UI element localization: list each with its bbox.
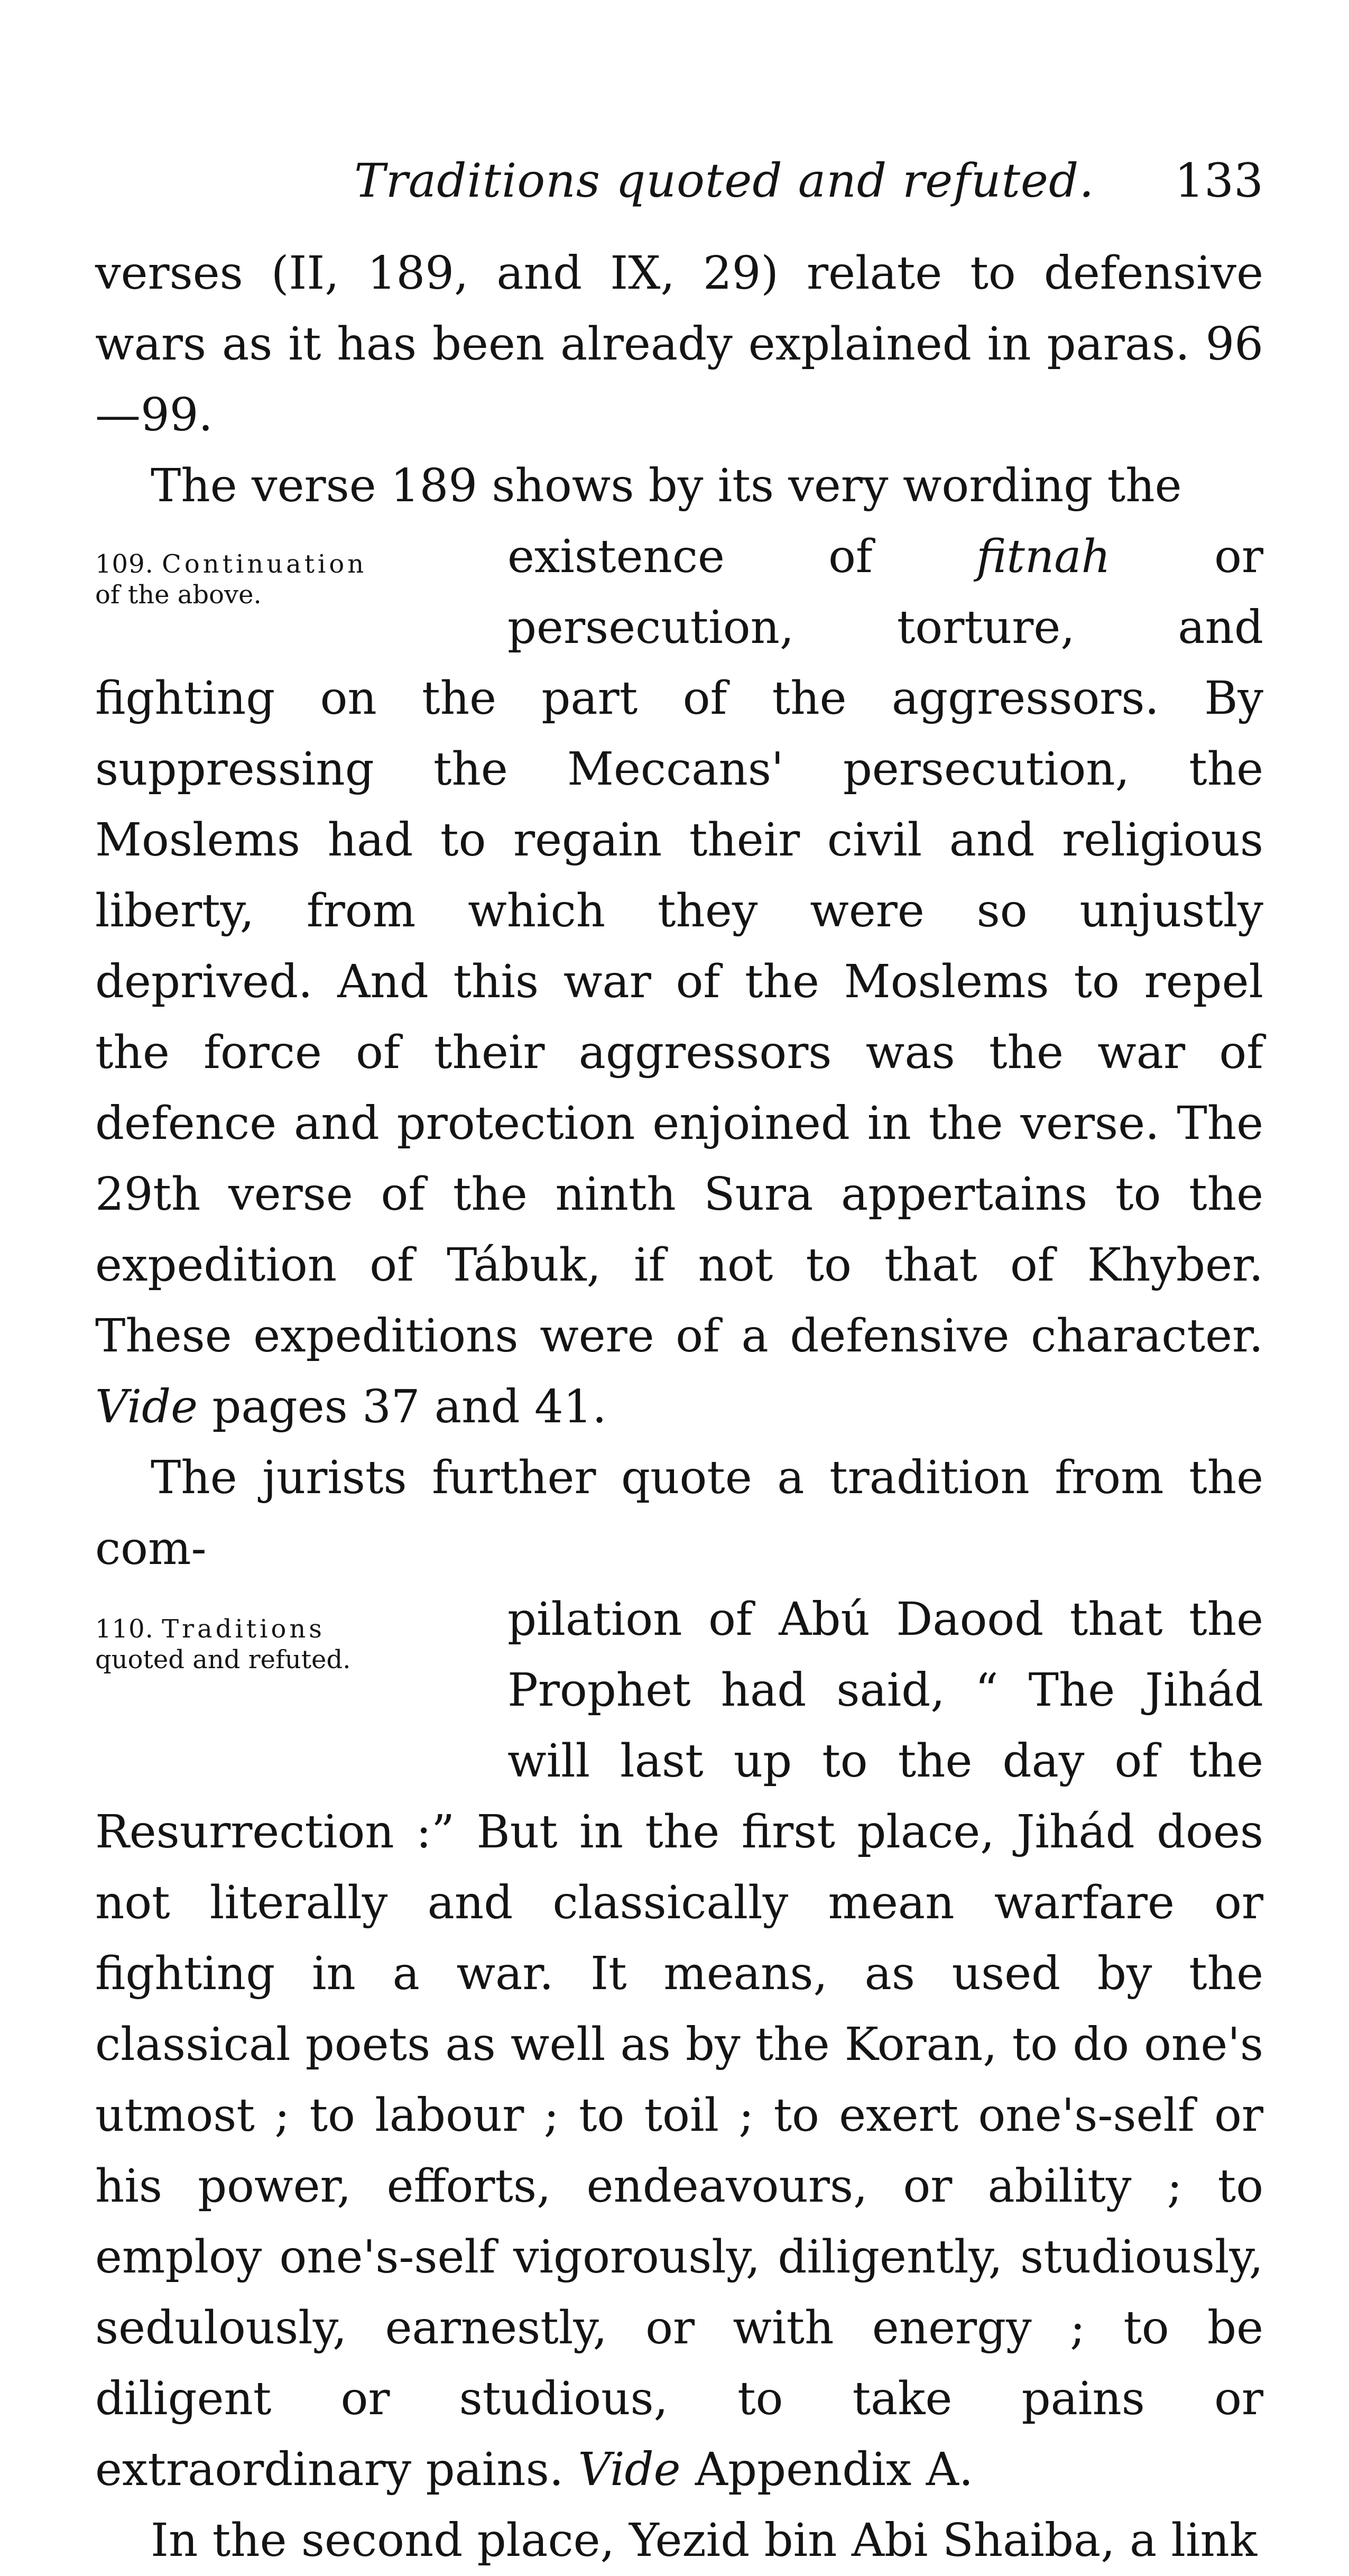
vide-label: Vide	[578, 2443, 681, 2496]
sidenote-text: of the above.	[95, 580, 262, 610]
sidenote-109	[95, 549, 497, 663]
sidenote-text: quoted and refuted.	[95, 1645, 351, 1675]
page-body	[95, 238, 1263, 2576]
sidenote-number: 109.	[95, 549, 154, 579]
paragraph-text: pages 37 and 41.	[198, 1381, 607, 1433]
sidenote-heading: Continuation	[162, 549, 367, 579]
paragraph-verse-189	[95, 450, 1263, 1442]
paragraph-jurists	[95, 1442, 1263, 2505]
paragraph-continued: verses (II, 189, and IX, 29) relate to defensive wars as it has been already explained in paras. 96—99.	[95, 247, 1263, 441]
paragraph-second-place: In the second place, Yezid bin Abi Shaiba, a link	[151, 2514, 1258, 2567]
running-title: Traditions quoted and refuted.	[354, 153, 1095, 208]
term-fitnah: fitnah	[976, 530, 1111, 583]
paragraph-text: Appendix A.	[680, 2443, 974, 2496]
sidenote-110	[95, 1614, 497, 1728]
paragraph-text: existence of	[507, 530, 976, 583]
paragraph-lead-line: The verse 189 shows by its very wording the	[151, 459, 1182, 512]
page-number: 133	[1175, 153, 1263, 208]
vide-label: Vide	[95, 1381, 198, 1433]
sidenote-number: 110.	[95, 1614, 154, 1644]
paragraph-text: or persecution, torture, and fighting on the part of the aggressors. By suppressing the Meccans' persecution, the Moslems had to regain their civil and religious liberty, from which they were so unjustly deprived. And this war of the Moslems to repel the force of their aggressors was the war of defence and protection enjoined in the verse. The 29th verse of the ninth Sura appertains to the expedition of Tábuk, if not to that of Khyber. These expeditions were of a defensive character.	[95, 530, 1263, 1363]
paragraph-lead-line: The jurists further quote a tradition from the com-	[95, 1451, 1263, 1575]
paragraph-text: pilation of Abú Daood that the Prophet had said, “ The Jihád will last up to the day of the Resurrection :” But in the first place, Jihád does not literally and classically mean warfare or fighting in a war. It means, as used by the classical poets as well as by the Koran, to do one's utmost ; to labour ; to toil ; to exert one's-self or his power, efforts, endeavours, or ability ; to employ one's-self vigorously, diligently, studiously, sedulously, earnestly, or with energy ; to be diligent or studious, to take pains or extraordinary pains.	[95, 1593, 1263, 2496]
sidenote-heading: Traditions	[162, 1614, 325, 1644]
running-header	[95, 153, 1263, 222]
book-page	[95, 0, 1263, 2567]
